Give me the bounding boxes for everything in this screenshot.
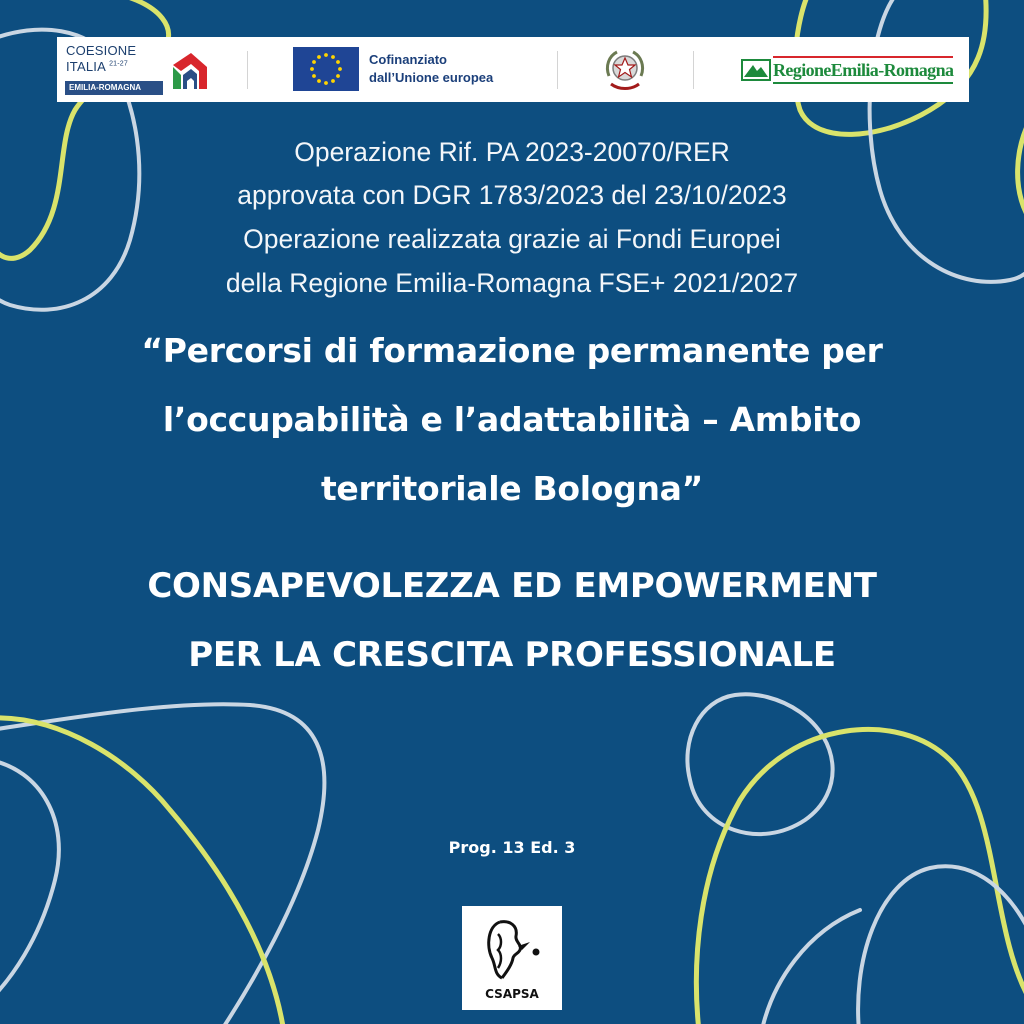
blob-bottom-left-white	[0, 704, 324, 1024]
eu-flag-icon	[293, 47, 359, 91]
course-title-line-2: PER LA CRESCITA PROFESSIONALE	[188, 635, 836, 675]
italia-line	[66, 59, 128, 74]
csapsa-face-icon	[480, 916, 544, 982]
italian-republic-emblem-icon	[603, 46, 647, 94]
italia-word: ITALIA	[66, 59, 106, 74]
logo-separator	[693, 51, 694, 89]
logo-bar	[57, 37, 969, 102]
blob-bottom-right-white-3	[760, 910, 860, 1024]
blob-bottom-right-white-2	[858, 866, 1024, 1024]
blob-bottom-right-white	[687, 694, 832, 834]
info-line-2: approvata con DGR 1783/2023 del 23/10/2023	[237, 180, 787, 210]
coesione-italia-logo	[65, 37, 215, 102]
info-line-3: Operazione realizzata grazie ai Fondi Europei	[243, 224, 781, 254]
regione-rule-bottom	[773, 82, 953, 84]
eu-text-line1: Cofinanziato	[369, 52, 447, 67]
regione-text: RegioneEmilia-Romagna	[773, 60, 954, 80]
info-line-1: Operazione Rif. PA 2023-20070/RER	[294, 137, 730, 167]
title-line-2: l’occupabilità e l’adattabilità – Ambito	[162, 400, 862, 439]
emilia-romagna-badge: EMILIA-ROMAGNA	[65, 81, 163, 95]
regione-emilia-romagna-logo	[739, 37, 957, 102]
logo-separator	[557, 51, 558, 89]
course-title-line-1: CONSAPEVOLEZZA ED EMPOWERMENT	[147, 566, 877, 606]
coesione-word: COESIONE	[66, 43, 137, 58]
info-line-4: della Regione Emilia-Romagna FSE+ 2021/2027	[225, 268, 799, 298]
csapsa-label: CSAPSA	[485, 987, 539, 1001]
logo-separator	[247, 51, 248, 89]
regione-map-icon	[741, 59, 771, 81]
eu-text-line2: dall’Unione europea	[369, 70, 494, 85]
italia-years: 21-27	[109, 60, 128, 68]
coesione-house-icon	[169, 45, 209, 95]
regione-rule-top	[773, 56, 953, 58]
title-line-3: territoriale Bologna”	[320, 469, 704, 508]
program-edition: Prog. 13 Ed. 3	[448, 838, 576, 857]
csapsa-logo	[462, 906, 562, 1010]
title-line-1: “Percorsi di formazione permanente per	[141, 331, 883, 370]
blob-bottom-left-white-inner	[0, 760, 59, 1000]
eu-cofinanced-logo	[293, 37, 523, 102]
italian-republic-emblem	[597, 37, 653, 102]
blob-bottom-left-yellow	[0, 718, 285, 1024]
